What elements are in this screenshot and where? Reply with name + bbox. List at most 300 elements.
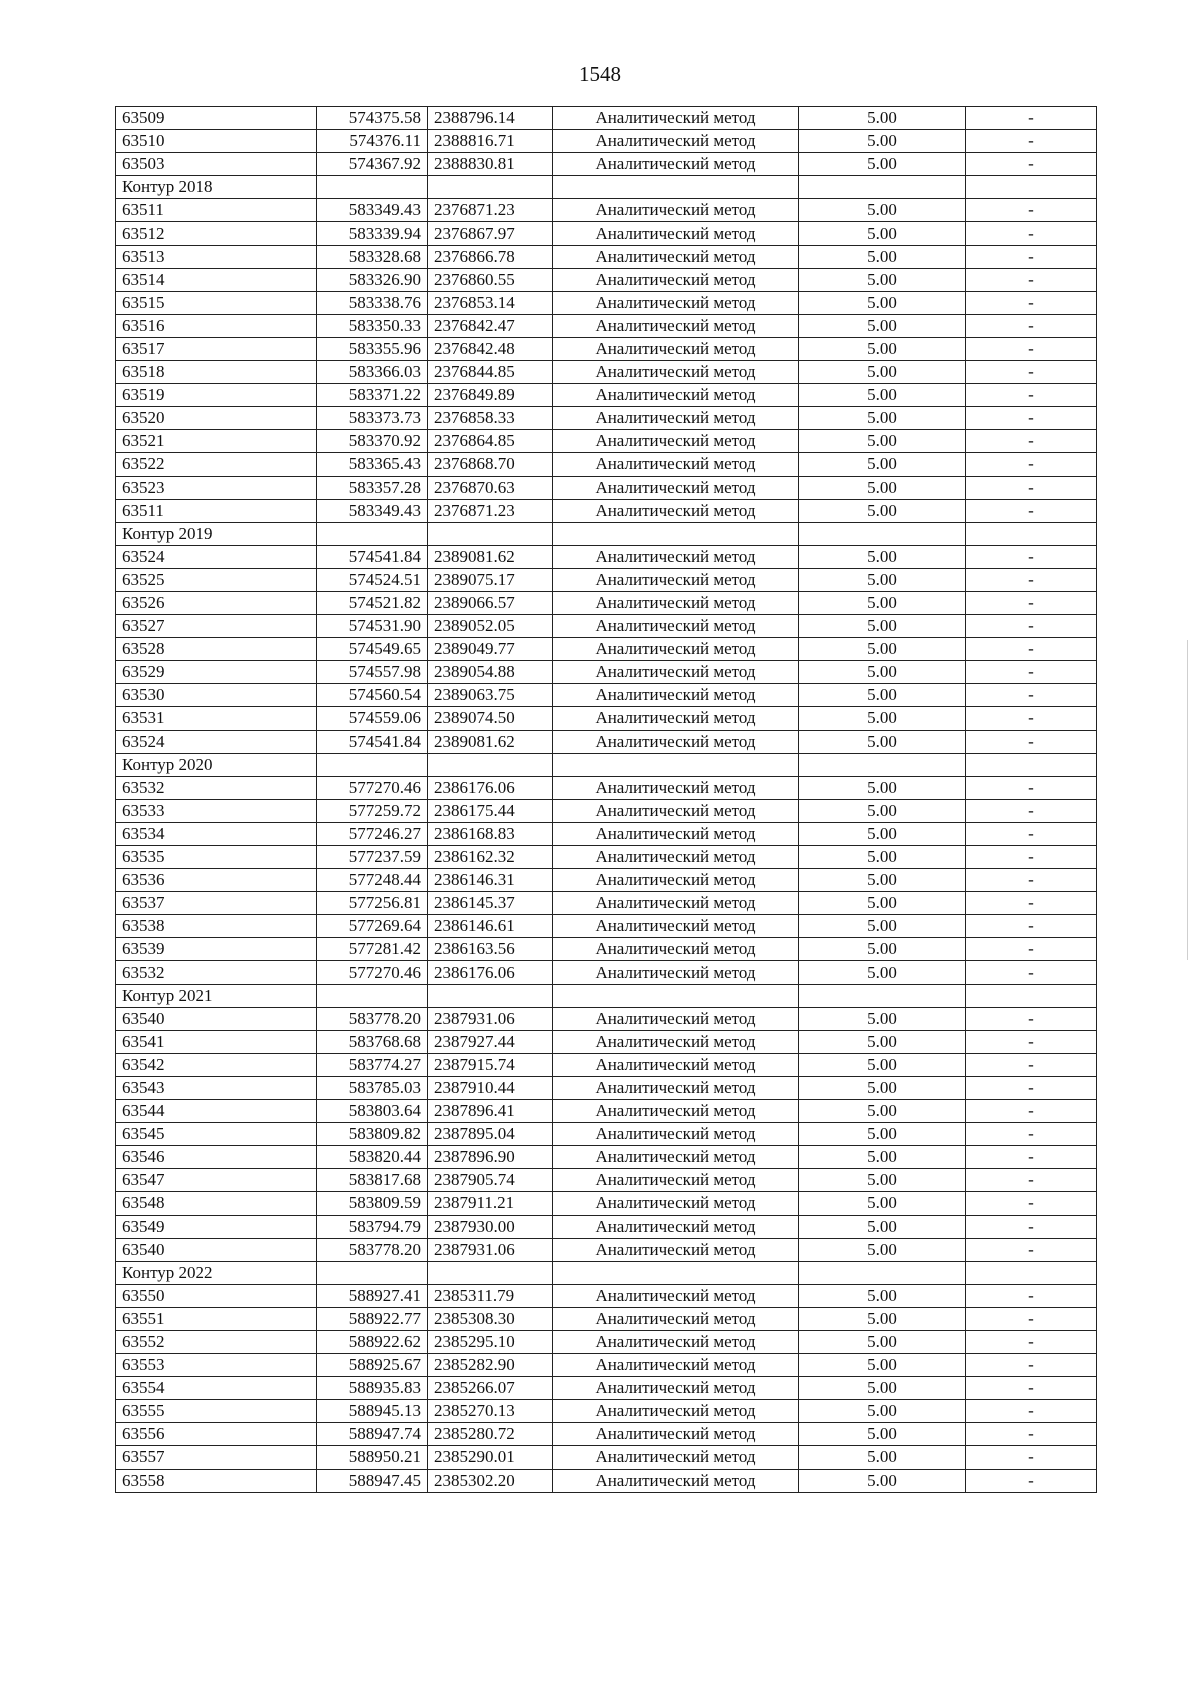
- x-coordinate-cell: 583778.20: [317, 1238, 428, 1261]
- y-coordinate-cell: 2388796.14: [428, 107, 553, 130]
- method-cell: Аналитический метод: [553, 361, 799, 384]
- y-coordinate-cell: 2389075.17: [428, 568, 553, 591]
- note-cell: -: [966, 476, 1097, 499]
- method-cell: Аналитический метод: [553, 1215, 799, 1238]
- precision-cell: 5.00: [799, 1146, 966, 1169]
- table-row: [116, 892, 1097, 915]
- table-row: [116, 1146, 1097, 1169]
- empty-cell: [799, 522, 966, 545]
- table-row: [116, 1423, 1097, 1446]
- empty-cell: [799, 176, 966, 199]
- y-coordinate-cell: 2376870.63: [428, 476, 553, 499]
- x-coordinate-cell: 583339.94: [317, 222, 428, 245]
- precision-cell: 5.00: [799, 499, 966, 522]
- contour-label-cell: Контур 2019: [116, 522, 317, 545]
- table-row: [116, 407, 1097, 430]
- y-coordinate-cell: 2386146.61: [428, 915, 553, 938]
- note-cell: -: [966, 776, 1097, 799]
- y-coordinate-cell: 2376860.55: [428, 268, 553, 291]
- y-coordinate-cell: 2389081.62: [428, 730, 553, 753]
- x-coordinate-cell: 588922.77: [317, 1307, 428, 1330]
- y-coordinate-cell: 2387896.90: [428, 1146, 553, 1169]
- note-cell: -: [966, 1146, 1097, 1169]
- note-cell: -: [966, 337, 1097, 360]
- y-coordinate-cell: 2386176.06: [428, 961, 553, 984]
- x-coordinate-cell: 577259.72: [317, 799, 428, 822]
- point-number-cell: 63556: [116, 1423, 317, 1446]
- empty-cell: [428, 1261, 553, 1284]
- point-number-cell: 63548: [116, 1192, 317, 1215]
- precision-cell: 5.00: [799, 869, 966, 892]
- x-coordinate-cell: 583349.43: [317, 199, 428, 222]
- table-row: [116, 337, 1097, 360]
- x-coordinate-cell: 583809.59: [317, 1192, 428, 1215]
- table-row: [116, 1100, 1097, 1123]
- empty-cell: [966, 1261, 1097, 1284]
- method-cell: Аналитический метод: [553, 1053, 799, 1076]
- point-number-cell: 63527: [116, 615, 317, 638]
- y-coordinate-cell: 2389054.88: [428, 661, 553, 684]
- note-cell: -: [966, 222, 1097, 245]
- empty-cell: [428, 984, 553, 1007]
- x-coordinate-cell: 574549.65: [317, 638, 428, 661]
- x-coordinate-cell: 574557.98: [317, 661, 428, 684]
- x-coordinate-cell: 574375.58: [317, 107, 428, 130]
- x-coordinate-cell: 583371.22: [317, 384, 428, 407]
- point-number-cell: 63519: [116, 384, 317, 407]
- y-coordinate-cell: 2387910.44: [428, 1076, 553, 1099]
- precision-cell: 5.00: [799, 1377, 966, 1400]
- table-row: [116, 1307, 1097, 1330]
- precision-cell: 5.00: [799, 1007, 966, 1030]
- note-cell: -: [966, 314, 1097, 337]
- note-cell: -: [966, 1423, 1097, 1446]
- method-cell: Аналитический метод: [553, 869, 799, 892]
- method-cell: Аналитический метод: [553, 1469, 799, 1492]
- note-cell: -: [966, 638, 1097, 661]
- method-cell: Аналитический метод: [553, 1377, 799, 1400]
- empty-cell: [428, 753, 553, 776]
- precision-cell: 5.00: [799, 430, 966, 453]
- y-coordinate-cell: 2387931.06: [428, 1007, 553, 1030]
- note-cell: -: [966, 107, 1097, 130]
- note-cell: -: [966, 153, 1097, 176]
- x-coordinate-cell: 583794.79: [317, 1215, 428, 1238]
- empty-cell: [317, 753, 428, 776]
- y-coordinate-cell: 2385302.20: [428, 1469, 553, 1492]
- x-coordinate-cell: 583357.28: [317, 476, 428, 499]
- table-row: [116, 1469, 1097, 1492]
- table-row: [116, 430, 1097, 453]
- point-number-cell: 63511: [116, 199, 317, 222]
- point-number-cell: 63515: [116, 291, 317, 314]
- note-cell: -: [966, 291, 1097, 314]
- table-row: [116, 776, 1097, 799]
- table-row: [116, 846, 1097, 869]
- method-cell: Аналитический метод: [553, 1330, 799, 1353]
- precision-cell: 5.00: [799, 684, 966, 707]
- precision-cell: 5.00: [799, 1423, 966, 1446]
- precision-cell: 5.00: [799, 1123, 966, 1146]
- contour-header-row: [116, 522, 1097, 545]
- note-cell: -: [966, 1030, 1097, 1053]
- point-number-cell: 63517: [116, 337, 317, 360]
- x-coordinate-cell: 583328.68: [317, 245, 428, 268]
- table-row: [116, 822, 1097, 845]
- y-coordinate-cell: 2385311.79: [428, 1284, 553, 1307]
- empty-cell: [553, 176, 799, 199]
- x-coordinate-cell: 583338.76: [317, 291, 428, 314]
- note-cell: -: [966, 1307, 1097, 1330]
- method-cell: Аналитический метод: [553, 892, 799, 915]
- point-number-cell: 63524: [116, 545, 317, 568]
- note-cell: -: [966, 1238, 1097, 1261]
- method-cell: Аналитический метод: [553, 268, 799, 291]
- precision-cell: 5.00: [799, 638, 966, 661]
- method-cell: Аналитический метод: [553, 846, 799, 869]
- precision-cell: 5.00: [799, 107, 966, 130]
- x-coordinate-cell: 574367.92: [317, 153, 428, 176]
- table-row: [116, 499, 1097, 522]
- y-coordinate-cell: 2376844.85: [428, 361, 553, 384]
- x-coordinate-cell: 583349.43: [317, 499, 428, 522]
- precision-cell: 5.00: [799, 245, 966, 268]
- x-coordinate-cell: 583778.20: [317, 1007, 428, 1030]
- table-row: [116, 961, 1097, 984]
- table-row: [116, 222, 1097, 245]
- point-number-cell: 63546: [116, 1146, 317, 1169]
- point-number-cell: 63518: [116, 361, 317, 384]
- y-coordinate-cell: 2389049.77: [428, 638, 553, 661]
- point-number-cell: 63512: [116, 222, 317, 245]
- x-coordinate-cell: 574521.82: [317, 591, 428, 614]
- y-coordinate-cell: 2376871.23: [428, 199, 553, 222]
- y-coordinate-cell: 2386145.37: [428, 892, 553, 915]
- precision-cell: 5.00: [799, 1354, 966, 1377]
- y-coordinate-cell: 2387896.41: [428, 1100, 553, 1123]
- table-row: [116, 1215, 1097, 1238]
- x-coordinate-cell: 588947.74: [317, 1423, 428, 1446]
- point-number-cell: 63530: [116, 684, 317, 707]
- method-cell: Аналитический метод: [553, 407, 799, 430]
- y-coordinate-cell: 2389063.75: [428, 684, 553, 707]
- y-coordinate-cell: 2387895.04: [428, 1123, 553, 1146]
- note-cell: -: [966, 915, 1097, 938]
- x-coordinate-cell: 583326.90: [317, 268, 428, 291]
- y-coordinate-cell: 2389081.62: [428, 545, 553, 568]
- empty-cell: [317, 984, 428, 1007]
- point-number-cell: 63536: [116, 869, 317, 892]
- note-cell: -: [966, 245, 1097, 268]
- x-coordinate-cell: 583820.44: [317, 1146, 428, 1169]
- table-row: [116, 1007, 1097, 1030]
- note-cell: -: [966, 1053, 1097, 1076]
- point-number-cell: 63534: [116, 822, 317, 845]
- x-coordinate-cell: 574531.90: [317, 615, 428, 638]
- point-number-cell: 63524: [116, 730, 317, 753]
- method-cell: Аналитический метод: [553, 545, 799, 568]
- precision-cell: 5.00: [799, 1330, 966, 1353]
- point-number-cell: 63532: [116, 961, 317, 984]
- table-row: [116, 1284, 1097, 1307]
- point-number-cell: 63509: [116, 107, 317, 130]
- coordinates-table: [115, 106, 1097, 1493]
- x-coordinate-cell: 583774.27: [317, 1053, 428, 1076]
- method-cell: Аналитический метод: [553, 1446, 799, 1469]
- contour-header-row: [116, 176, 1097, 199]
- precision-cell: 5.00: [799, 361, 966, 384]
- point-number-cell: 63533: [116, 799, 317, 822]
- table-row: [116, 1377, 1097, 1400]
- method-cell: Аналитический метод: [553, 245, 799, 268]
- page-number: 1548: [579, 62, 621, 86]
- table-row: [116, 638, 1097, 661]
- y-coordinate-cell: 2387930.00: [428, 1215, 553, 1238]
- x-coordinate-cell: 577281.42: [317, 938, 428, 961]
- note-cell: -: [966, 545, 1097, 568]
- y-coordinate-cell: 2387905.74: [428, 1169, 553, 1192]
- precision-cell: 5.00: [799, 846, 966, 869]
- note-cell: -: [966, 199, 1097, 222]
- note-cell: -: [966, 1076, 1097, 1099]
- note-cell: -: [966, 730, 1097, 753]
- empty-cell: [553, 522, 799, 545]
- method-cell: Аналитический метод: [553, 961, 799, 984]
- x-coordinate-cell: 583803.64: [317, 1100, 428, 1123]
- note-cell: -: [966, 822, 1097, 845]
- table-row: [116, 1192, 1097, 1215]
- table-row: [116, 107, 1097, 130]
- point-number-cell: 63555: [116, 1400, 317, 1423]
- point-number-cell: 63531: [116, 707, 317, 730]
- table-row: [116, 799, 1097, 822]
- method-cell: Аналитический метод: [553, 938, 799, 961]
- y-coordinate-cell: 2389066.57: [428, 591, 553, 614]
- contour-header-row: [116, 1261, 1097, 1284]
- point-number-cell: 63539: [116, 938, 317, 961]
- note-cell: -: [966, 1123, 1097, 1146]
- y-coordinate-cell: 2388816.71: [428, 130, 553, 153]
- y-coordinate-cell: 2386175.44: [428, 799, 553, 822]
- note-cell: -: [966, 1446, 1097, 1469]
- x-coordinate-cell: 583350.33: [317, 314, 428, 337]
- point-number-cell: 63525: [116, 568, 317, 591]
- y-coordinate-cell: 2385295.10: [428, 1330, 553, 1353]
- x-coordinate-cell: 577270.46: [317, 961, 428, 984]
- empty-cell: [428, 176, 553, 199]
- method-cell: Аналитический метод: [553, 1007, 799, 1030]
- note-cell: -: [966, 1100, 1097, 1123]
- table-row: [116, 361, 1097, 384]
- method-cell: Аналитический метод: [553, 1169, 799, 1192]
- table-row: [116, 245, 1097, 268]
- x-coordinate-cell: 588945.13: [317, 1400, 428, 1423]
- precision-cell: 5.00: [799, 337, 966, 360]
- y-coordinate-cell: 2376853.14: [428, 291, 553, 314]
- point-number-cell: 63551: [116, 1307, 317, 1330]
- x-coordinate-cell: 577237.59: [317, 846, 428, 869]
- note-cell: -: [966, 1469, 1097, 1492]
- method-cell: Аналитический метод: [553, 568, 799, 591]
- precision-cell: 5.00: [799, 407, 966, 430]
- precision-cell: 5.00: [799, 799, 966, 822]
- method-cell: Аналитический метод: [553, 1123, 799, 1146]
- method-cell: Аналитический метод: [553, 1238, 799, 1261]
- precision-cell: 5.00: [799, 545, 966, 568]
- contour-label-cell: Контур 2020: [116, 753, 317, 776]
- table-row: [116, 545, 1097, 568]
- point-number-cell: 63549: [116, 1215, 317, 1238]
- empty-cell: [553, 1261, 799, 1284]
- precision-cell: 5.00: [799, 1307, 966, 1330]
- note-cell: -: [966, 130, 1097, 153]
- precision-cell: 5.00: [799, 1215, 966, 1238]
- method-cell: Аналитический метод: [553, 684, 799, 707]
- table-row: [116, 1238, 1097, 1261]
- empty-cell: [966, 753, 1097, 776]
- method-cell: Аналитический метод: [553, 430, 799, 453]
- x-coordinate-cell: 588922.62: [317, 1330, 428, 1353]
- note-cell: -: [966, 1284, 1097, 1307]
- note-cell: -: [966, 499, 1097, 522]
- method-cell: Аналитический метод: [553, 799, 799, 822]
- point-number-cell: 63513: [116, 245, 317, 268]
- precision-cell: 5.00: [799, 130, 966, 153]
- precision-cell: 5.00: [799, 568, 966, 591]
- y-coordinate-cell: 2389052.05: [428, 615, 553, 638]
- point-number-cell: 63537: [116, 892, 317, 915]
- point-number-cell: 63541: [116, 1030, 317, 1053]
- empty-cell: [799, 1261, 966, 1284]
- precision-cell: 5.00: [799, 892, 966, 915]
- precision-cell: 5.00: [799, 476, 966, 499]
- note-cell: -: [966, 707, 1097, 730]
- note-cell: -: [966, 430, 1097, 453]
- point-number-cell: 63540: [116, 1238, 317, 1261]
- y-coordinate-cell: 2376842.47: [428, 314, 553, 337]
- empty-cell: [799, 984, 966, 1007]
- precision-cell: 5.00: [799, 222, 966, 245]
- contour-label-cell: Контур 2022: [116, 1261, 317, 1284]
- method-cell: Аналитический метод: [553, 453, 799, 476]
- point-number-cell: 63557: [116, 1446, 317, 1469]
- point-number-cell: 63503: [116, 153, 317, 176]
- point-number-cell: 63538: [116, 915, 317, 938]
- table-row: [116, 615, 1097, 638]
- note-cell: -: [966, 1215, 1097, 1238]
- empty-cell: [553, 753, 799, 776]
- method-cell: Аналитический метод: [553, 638, 799, 661]
- table-row: [116, 291, 1097, 314]
- precision-cell: 5.00: [799, 1030, 966, 1053]
- table-row: [116, 1169, 1097, 1192]
- note-cell: -: [966, 1007, 1097, 1030]
- y-coordinate-cell: 2385266.07: [428, 1377, 553, 1400]
- point-number-cell: 63550: [116, 1284, 317, 1307]
- contour-header-row: [116, 753, 1097, 776]
- y-coordinate-cell: 2387915.74: [428, 1053, 553, 1076]
- y-coordinate-cell: 2385290.01: [428, 1446, 553, 1469]
- note-cell: -: [966, 568, 1097, 591]
- precision-cell: 5.00: [799, 384, 966, 407]
- x-coordinate-cell: 577256.81: [317, 892, 428, 915]
- method-cell: Аналитический метод: [553, 1100, 799, 1123]
- method-cell: Аналитический метод: [553, 107, 799, 130]
- x-coordinate-cell: 574560.54: [317, 684, 428, 707]
- empty-cell: [317, 522, 428, 545]
- precision-cell: 5.00: [799, 1284, 966, 1307]
- table-row: [116, 1076, 1097, 1099]
- empty-cell: [966, 176, 1097, 199]
- table-row: [116, 130, 1097, 153]
- x-coordinate-cell: 574559.06: [317, 707, 428, 730]
- note-cell: -: [966, 615, 1097, 638]
- x-coordinate-cell: 577248.44: [317, 869, 428, 892]
- point-number-cell: 63544: [116, 1100, 317, 1123]
- y-coordinate-cell: 2386168.83: [428, 822, 553, 845]
- table-row: [116, 869, 1097, 892]
- method-cell: Аналитический метод: [553, 776, 799, 799]
- table-row: [116, 476, 1097, 499]
- empty-cell: [317, 1261, 428, 1284]
- precision-cell: 5.00: [799, 1238, 966, 1261]
- point-number-cell: 63526: [116, 591, 317, 614]
- precision-cell: 5.00: [799, 153, 966, 176]
- note-cell: -: [966, 407, 1097, 430]
- x-coordinate-cell: 577270.46: [317, 776, 428, 799]
- table-row: [116, 1330, 1097, 1353]
- method-cell: Аналитический метод: [553, 476, 799, 499]
- method-cell: Аналитический метод: [553, 222, 799, 245]
- note-cell: -: [966, 799, 1097, 822]
- point-number-cell: 63521: [116, 430, 317, 453]
- precision-cell: 5.00: [799, 1400, 966, 1423]
- note-cell: -: [966, 869, 1097, 892]
- x-coordinate-cell: 588927.41: [317, 1284, 428, 1307]
- scan-edge-line: [1187, 640, 1188, 960]
- table-row: [116, 938, 1097, 961]
- point-number-cell: 63522: [116, 453, 317, 476]
- empty-cell: [428, 522, 553, 545]
- table-row: [116, 591, 1097, 614]
- method-cell: Аналитический метод: [553, 1354, 799, 1377]
- method-cell: Аналитический метод: [553, 730, 799, 753]
- method-cell: Аналитический метод: [553, 130, 799, 153]
- method-cell: Аналитический метод: [553, 199, 799, 222]
- y-coordinate-cell: 2386162.32: [428, 846, 553, 869]
- note-cell: -: [966, 661, 1097, 684]
- precision-cell: 5.00: [799, 961, 966, 984]
- x-coordinate-cell: 583809.82: [317, 1123, 428, 1146]
- method-cell: Аналитический метод: [553, 615, 799, 638]
- point-number-cell: 63520: [116, 407, 317, 430]
- contour-label-cell: Контур 2021: [116, 984, 317, 1007]
- x-coordinate-cell: 574541.84: [317, 545, 428, 568]
- y-coordinate-cell: 2376871.23: [428, 499, 553, 522]
- table-row: [116, 707, 1097, 730]
- note-cell: -: [966, 1192, 1097, 1215]
- method-cell: Аналитический метод: [553, 1146, 799, 1169]
- method-cell: Аналитический метод: [553, 384, 799, 407]
- precision-cell: 5.00: [799, 1053, 966, 1076]
- empty-cell: [966, 522, 1097, 545]
- y-coordinate-cell: 2376864.85: [428, 430, 553, 453]
- precision-cell: 5.00: [799, 453, 966, 476]
- point-number-cell: 63545: [116, 1123, 317, 1146]
- point-number-cell: 63516: [116, 314, 317, 337]
- point-number-cell: 63552: [116, 1330, 317, 1353]
- x-coordinate-cell: 583366.03: [317, 361, 428, 384]
